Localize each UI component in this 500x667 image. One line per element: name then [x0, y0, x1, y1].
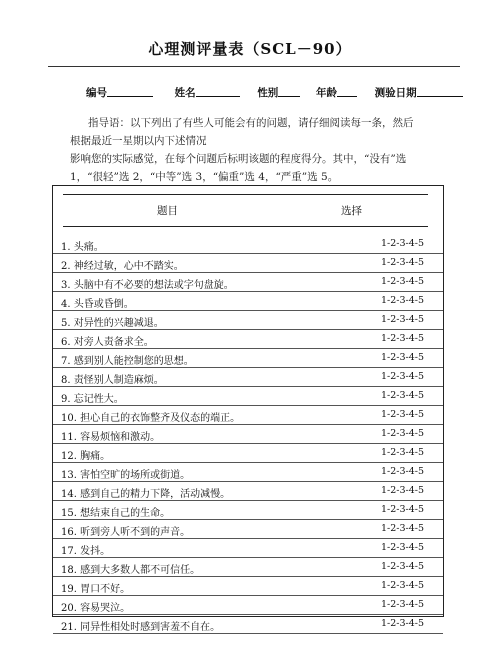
choice-scale[interactable]: 1-2-3-4-5 — [380, 428, 424, 439]
table-row — [53, 387, 443, 406]
number-label: 编号 — [86, 87, 107, 99]
choice-scale[interactable]: 1-2-3-4-5 — [380, 485, 424, 496]
question-text: 16. 听到旁人听不到的声音。 — [61, 527, 191, 538]
choice-scale[interactable]: 1-2-3-4-5 — [380, 447, 424, 458]
question-text: 5. 对异性的兴趣减退。 — [61, 318, 164, 329]
table-row — [53, 235, 443, 254]
table-row — [53, 330, 443, 349]
choice-scale[interactable]: 1-2-3-4-5 — [380, 523, 424, 534]
choice-scale[interactable]: 1-2-3-4-5 — [380, 390, 424, 401]
choice-scale[interactable]: 1-2-3-4-5 — [380, 542, 424, 553]
choice-scale[interactable]: 1-2-3-4-5 — [380, 295, 424, 306]
choice-scale[interactable]: 1-2-3-4-5 — [380, 466, 424, 477]
info-fields — [86, 85, 463, 100]
question-text: 17. 发抖。 — [61, 546, 111, 557]
choice-scale[interactable]: 1-2-3-4-5 — [380, 238, 424, 249]
question-text: 15. 想结束自己的生命。 — [61, 508, 171, 519]
instructions-line: 指导语：以下列出了有些人可能会有的问题，请仔细阅读每一条，然后 — [88, 117, 414, 129]
question-text: 12. 胸痛。 — [61, 451, 111, 462]
title-divider — [48, 66, 460, 67]
instructions-line: 1，“很轻”选 2，“中等”选 3，“偏重”选 4，“严重”选 5。 — [70, 171, 339, 183]
table-row — [53, 254, 443, 273]
name-label: 姓名 — [174, 87, 196, 99]
table-row — [53, 273, 443, 292]
instructions-line: 影响您的实际感觉，在每个问题后标明该题的程度得分。其中，“没有”选 — [70, 153, 407, 165]
question-text: 2. 神经过敏，心中不踏实。 — [61, 261, 184, 272]
table-row — [53, 425, 443, 444]
number-field[interactable] — [107, 85, 153, 97]
date-field[interactable] — [417, 85, 463, 97]
table-row — [53, 463, 443, 482]
choice-scale[interactable]: 1-2-3-4-5 — [380, 352, 424, 363]
table-row — [53, 596, 443, 615]
question-text: 20. 容易哭泣。 — [61, 603, 131, 614]
choice-scale[interactable]: 1-2-3-4-5 — [380, 257, 424, 268]
question-text: 18. 感到大多数人都不可信任。 — [61, 565, 201, 576]
questionnaire-table — [52, 185, 444, 633]
page-title: 心理测评量表（SCL－90） — [148, 40, 352, 58]
question-text: 8. 责怪别人制造麻烦。 — [61, 375, 164, 386]
question-list — [53, 235, 443, 634]
choice-scale[interactable]: 1-2-3-4-5 — [380, 580, 424, 591]
instructions-line: 根据最近一星期以内下述情况 — [70, 135, 207, 147]
question-text: 3. 头脑中有不必要的想法或字句盘旋。 — [61, 280, 234, 291]
instructions — [70, 114, 432, 186]
choice-scale[interactable]: 1-2-3-4-5 — [380, 314, 424, 325]
age-field[interactable] — [337, 85, 357, 97]
choice-scale[interactable]: 1-2-3-4-5 — [380, 276, 424, 287]
name-field[interactable] — [196, 85, 240, 97]
choice-scale[interactable]: 1-2-3-4-5 — [380, 561, 424, 572]
choice-scale[interactable]: 1-2-3-4-5 — [380, 618, 424, 629]
header-question: 题目 — [157, 205, 178, 217]
header-top-rule — [63, 194, 428, 195]
header-choice: 选择 — [341, 205, 362, 217]
question-text: 6. 对旁人责备求全。 — [61, 337, 154, 348]
question-text: 21. 同异性相处时感到害羞不自在。 — [61, 622, 221, 633]
table-row — [53, 501, 443, 520]
choice-scale[interactable]: 1-2-3-4-5 — [380, 333, 424, 344]
question-text: 14. 感到自己的精力下降，活动减慢。 — [61, 489, 231, 500]
question-text: 9. 忘记性大。 — [61, 394, 124, 405]
table-row — [53, 292, 443, 311]
question-text: 10. 担心自己的衣饰整齐及仪态的端正。 — [61, 413, 241, 424]
table-row — [53, 368, 443, 387]
date-label: 测验日期 — [374, 87, 417, 99]
table-row — [53, 311, 443, 330]
choice-scale[interactable]: 1-2-3-4-5 — [380, 371, 424, 382]
question-text: 1. 头痛。 — [61, 242, 104, 253]
question-text: 19. 胃口不好。 — [61, 584, 131, 595]
gender-field[interactable] — [278, 85, 300, 97]
age-label: 年龄 — [315, 87, 337, 99]
choice-scale[interactable]: 1-2-3-4-5 — [380, 599, 424, 610]
table-row — [53, 539, 443, 558]
question-text: 11. 容易烦恼和激动。 — [61, 432, 161, 443]
table-row — [53, 406, 443, 425]
question-text: 7. 感到别人能控制您的思想。 — [61, 356, 194, 367]
table-row — [53, 558, 443, 577]
choice-scale[interactable]: 1-2-3-4-5 — [380, 504, 424, 515]
table-row — [53, 615, 443, 634]
question-text: 13. 害怕空旷的场所或街道。 — [61, 470, 191, 481]
table-row — [53, 520, 443, 539]
header-bottom-rule — [63, 226, 428, 227]
table-row — [53, 482, 443, 501]
table-row — [53, 444, 443, 463]
gender-label: 性别 — [257, 87, 279, 99]
question-text: 4. 头昏或昏倒。 — [61, 299, 134, 310]
table-row — [53, 349, 443, 368]
table-row — [53, 577, 443, 596]
choice-scale[interactable]: 1-2-3-4-5 — [380, 409, 424, 420]
